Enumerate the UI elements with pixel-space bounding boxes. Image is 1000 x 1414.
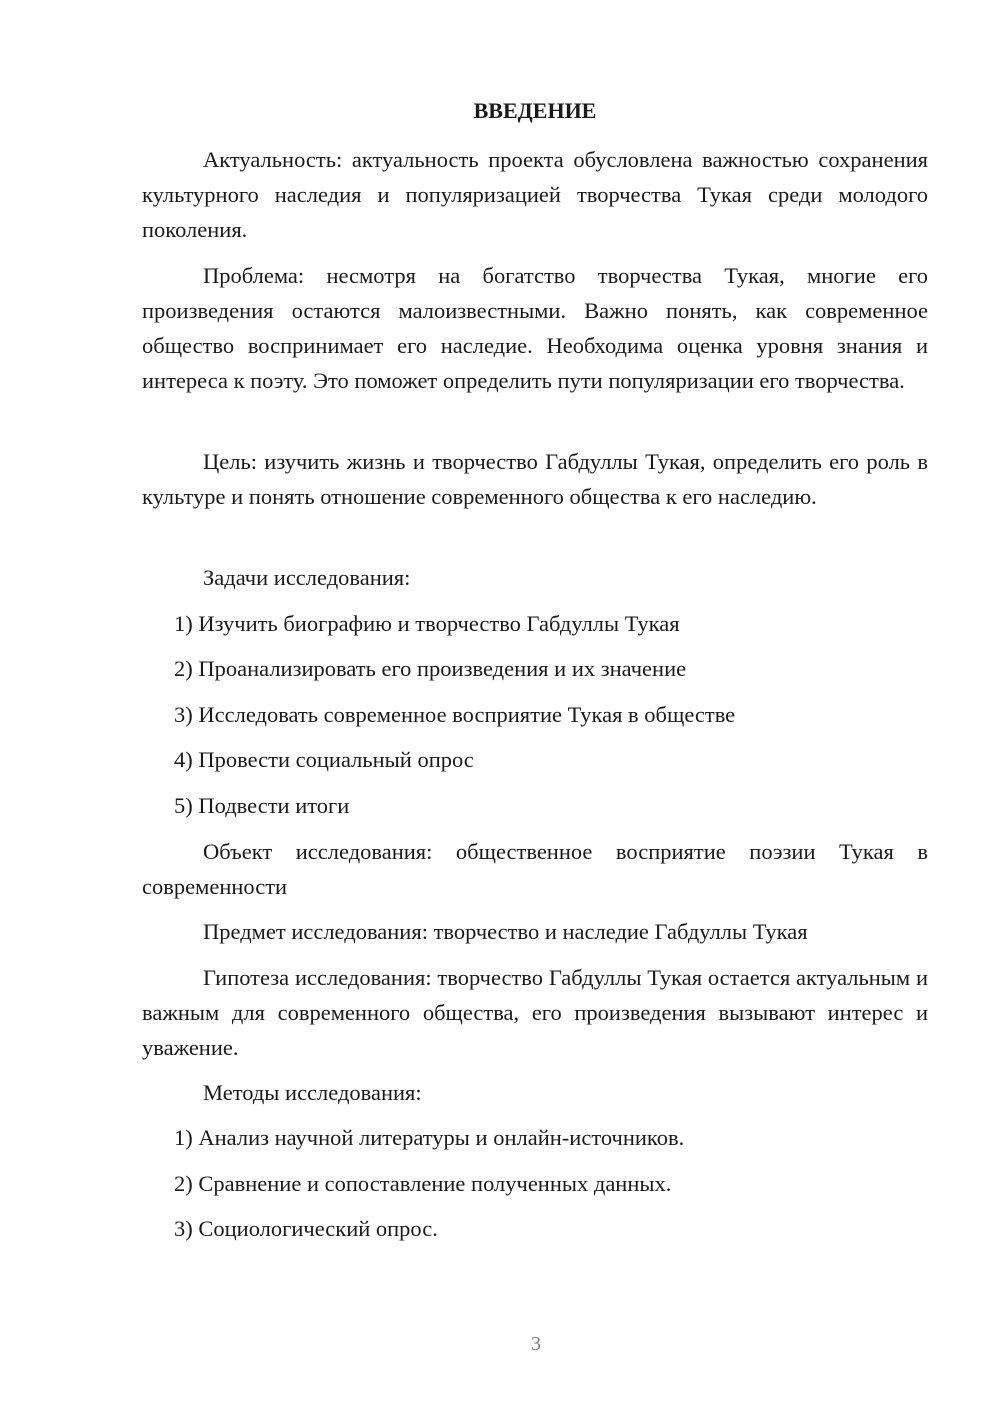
task-item: 4) Провести социальный опрос — [174, 747, 474, 772]
task-item: 5) Подвести итоги — [174, 793, 350, 818]
object-paragraph: Объект исследования: общественное восприятие поэзии Тукая в современности — [142, 839, 928, 899]
tasks-title: Задачи исследования: — [203, 565, 411, 590]
page-number: 3 — [531, 1333, 541, 1355]
relevance-paragraph: Актуальность: актуальность проекта обусловлена важностью сохранения культурного наследия и популяризацией творчества Тукая среди молодого поколения. — [142, 147, 928, 242]
task-item: 1) Изучить биографию и творчество Габдуллы Тукая — [174, 611, 680, 636]
task-item: 3) Исследовать современное восприятие Тукая в обществе — [174, 702, 736, 727]
method-item: 3) Социологический опрос. — [174, 1216, 438, 1241]
hypothesis-paragraph: Гипотеза исследования: творчество Габдуллы Тукая остается актуальным и важным для современного общества, его произведения вызывают интерес и уважение. — [142, 965, 928, 1060]
method-item: 2) Сравнение и сопоставление полученных данных. — [174, 1171, 672, 1196]
methods-title: Методы исследования: — [203, 1080, 422, 1105]
goal-paragraph: Цель: изучить жизнь и творчество Габдуллы Тукая, определить его роль в культуре и понять отношение современного общества к его наследию. — [142, 449, 928, 509]
method-item: 1) Анализ научной литературы и онлайн-источников. — [174, 1125, 685, 1150]
section-heading: ВВЕДЕНИЕ — [473, 98, 597, 123]
task-item: 2) Проанализировать его произведения и их значение — [174, 656, 687, 681]
subject-paragraph: Предмет исследования: творчество и наследие Габдуллы Тукая — [203, 919, 808, 944]
problem-paragraph: Проблема: несмотря на богатство творчества Тукая, многие его произведения остаются малоизвестными. Важно понять, как современное общество воспринимает его наследие. Необходима оценка уровня знания и интереса к поэту. Это поможет определить пути популяризации его творчества. — [142, 263, 928, 393]
